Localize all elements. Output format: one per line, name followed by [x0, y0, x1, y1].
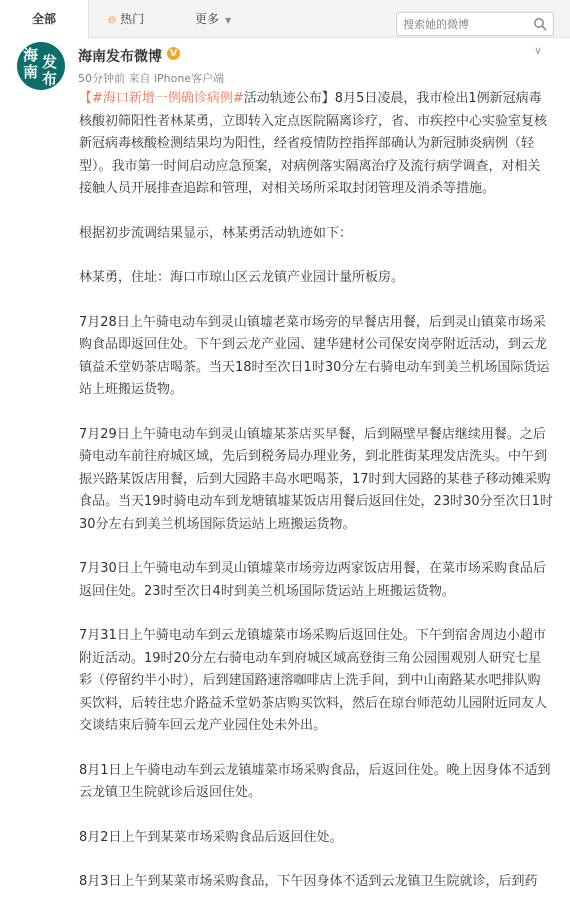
avatar-logo-char: 南 [23, 63, 39, 81]
chevron-down-icon[interactable]: ∨ [534, 44, 543, 57]
paragraph: 8月2日上午到某菜市场采购食品后返回住处。 [79, 829, 343, 845]
paragraph: 7月31日上午骑电动车到云龙镇墟菜市场采购后返回住处。下午到宿舍周边小超市附近活动。19时20分左右骑电动车到府城区域高登街三角公园围观别人研究七星彩（停留约半小时），后到建国路速溶咖啡店上洗手间，到中山南路某水吧排队购买饮料，后转往忠介路益禾堂奶茶店购买饮料，然后在琼台师范幼儿园附近同友人交谈结束后骑车回云龙产业园住处未外出。 [79, 628, 548, 733]
paragraph: 8月1日上午骑电动车到云龙镇墟菜市场采购食品，后返回住处。晚上因身体不适到云龙镇卫生院就诊后返回住处。 [79, 762, 551, 800]
search-input[interactable] [403, 15, 521, 35]
paragraph-text: 活动轨迹公布】8月5日凌晨，我市检出1例新冠病毒核酸初筛阳性者林某勇，立即转入定点医院隔离诊疗，省、市疾控中心实验室复核新冠病毒核酸检测结果均为阳性，经省疫情防控指挥部确认为新冠肺炎病例（轻型）。我市第一时间启动应急预案，对病例落实隔离治疗及流行病学调查，对相关接触人员开展排查追踪和管理，对相关场所采取封闭管理及消杀等措施。 [79, 91, 548, 196]
paragraph: 7月30日上午骑电动车到灵山镇墟菜市场旁边两家饭店用餐，在菜市场采购食品后返回住处。23时至次日4时到美兰机场国际货运站上班搬运货物。 [79, 561, 546, 599]
tab-hot-label: 热门 [120, 12, 145, 26]
verified-badge-icon: V [167, 47, 180, 60]
tab-hot[interactable] [108, 0, 144, 38]
tab-all[interactable] [0, 0, 89, 38]
fire-icon: 🔥︎ [108, 13, 117, 26]
author-name[interactable]: 海南发布微博 [78, 49, 162, 65]
tab-more[interactable] [195, 0, 231, 38]
post-meta: 50分钟前 来自 iPhone客户端 [78, 72, 225, 85]
avatar-logo-char: 海 [23, 46, 39, 64]
caret-down-icon: ▼ [225, 16, 232, 25]
tab-more-label: 更多 [195, 12, 220, 26]
avatar-logo-char: 布 [42, 70, 58, 88]
paragraph: 林某勇，住址：海口市琼山区云龙镇产业园计量所板房。 [79, 270, 405, 285]
avatar[interactable] [17, 42, 65, 90]
paragraph: 7月28日上午骑电动车到灵山镇墟老菜市场旁的早餐店用餐，后到灵山镇菜市场采购食品即返回住处。下午到云龙产业园、建华建材公司保安岗亭附近活动，到云龙镇益禾堂奶茶店喝茶。当天18时至次日1时30分左右骑电动车到美兰机场国际货运站上班搬运货物。 [79, 314, 550, 397]
tab-all-label: 全部 [31, 12, 56, 26]
paragraph: 7月29日上午骑电动车到灵山镇墟某茶店买早餐，后到隔壁早餐店继续用餐。之后骑电动车前往府城区域，先后到税务局办理业务，到北胜街某理发店洗头。中午到振兴路某饭店用餐，后到大园路丰岛水吧喝茶，17时到大园路的某巷子移动摊采购食品。当天19时骑电动车到龙塘镇墟某饭店用餐后返回住处，23时30分至次日1时30分左右到美兰机场国际货运站上班搬运货物。 [79, 426, 553, 532]
paragraph [79, 88, 553, 201]
post-content [79, 88, 553, 916]
paragraph: 根据初步流调结果显示，林某勇活动轨迹如下： [79, 225, 353, 241]
paragraph: 8月3日上午到某菜市场采购食品，下午因身体不适到云龙镇卫生院就诊，后到药 [79, 874, 538, 889]
avatar-logo-char: 发 [42, 53, 58, 71]
topic-tag[interactable]: 【#海口新增一例确诊病例# [79, 91, 244, 106]
search-icon[interactable] [533, 17, 547, 31]
search-box [396, 12, 554, 36]
top-nav-bar [0, 0, 570, 38]
